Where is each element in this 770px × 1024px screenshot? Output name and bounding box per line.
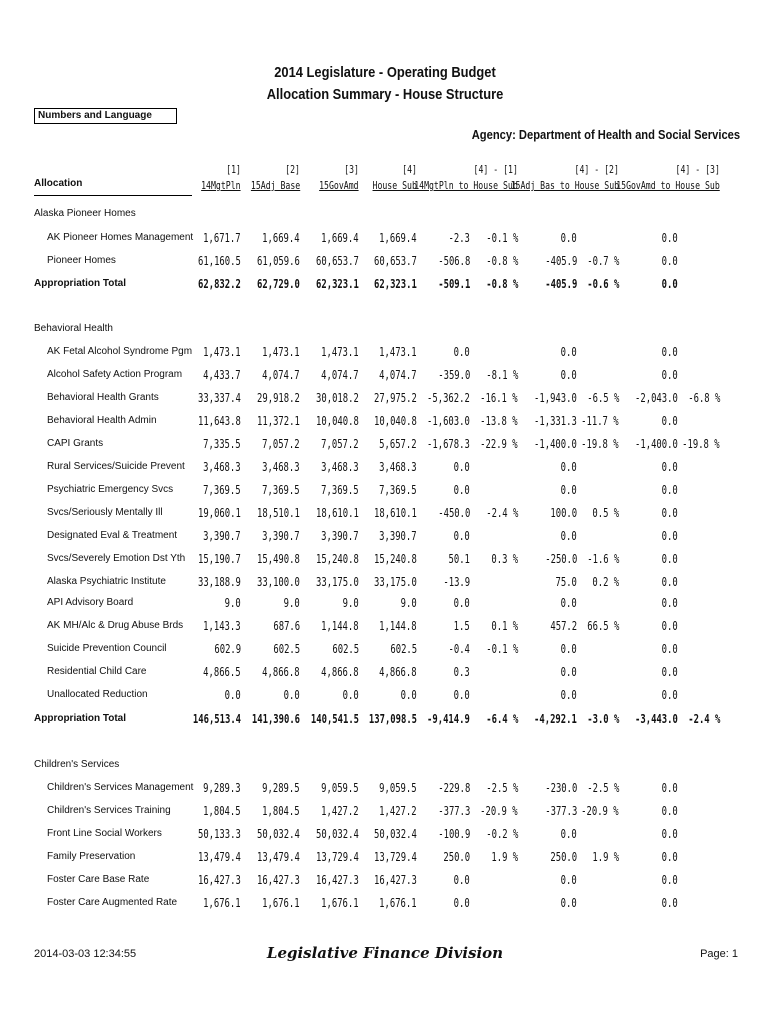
govamd-value: 9.0 <box>342 596 359 610</box>
diff3-percent: -6.8 % <box>687 391 720 405</box>
diff3-amount: 0.0 <box>661 345 678 359</box>
table-row <box>0 803 770 819</box>
total-row <box>0 711 770 727</box>
diff1-amount: 0.0 <box>453 529 470 543</box>
diff3-percent: -19.8 % <box>682 437 720 451</box>
govamd-value: 0.0 <box>342 688 359 702</box>
diff1-amount: -229.8 <box>437 781 470 795</box>
mgtpln-value: 13,479.4 <box>198 850 241 864</box>
diff1-amount: -377.3 <box>437 804 470 818</box>
housesub-value: 13,729.4 <box>374 850 417 864</box>
allocation-label: Children's Services Management <box>47 782 194 793</box>
mgtpln-value: 16,427.3 <box>198 873 241 887</box>
diff3-amount: 0.0 <box>661 619 678 633</box>
table-row <box>0 872 770 888</box>
diff2-amount: -405.9 <box>544 254 577 268</box>
diff1-amount: -13.9 <box>443 575 470 589</box>
mgtpln-value: 9.0 <box>224 596 241 610</box>
allocation-label: AK MH/Alc & Drug Abuse Brds <box>47 620 184 631</box>
section-row <box>0 206 770 222</box>
diff1-percent: -8.1 % <box>485 368 518 382</box>
adjbase-value: 602.5 <box>273 642 300 656</box>
housesub-value: 9,059.5 <box>379 781 417 795</box>
table-row <box>0 574 770 590</box>
section-title: Children's Services <box>34 759 120 770</box>
housesub-value: 50,032.4 <box>374 827 417 841</box>
allocation-label: API Advisory Board <box>47 597 134 608</box>
adjbase-value: 29,918.2 <box>257 391 300 405</box>
govamd-value: 7,369.5 <box>321 483 359 497</box>
mgtpln-value: 33,188.9 <box>198 575 241 589</box>
allocation-label: Appropriation Total <box>34 713 127 724</box>
diff1-amount: -450.0 <box>437 506 470 520</box>
diff2-percent: 0.5 % <box>592 506 619 520</box>
govamd-value: 1,676.1 <box>321 896 359 910</box>
mgtpln-value: 33,337.4 <box>198 391 241 405</box>
housesub-value: 62,323.1 <box>374 277 417 291</box>
diff2-percent: -1.6 % <box>586 552 619 566</box>
filter-box: Numbers and Language <box>34 108 177 124</box>
diff3-amount: 0.0 <box>661 368 678 382</box>
diff3-amount: 0.0 <box>661 529 678 543</box>
diff2-amount: 100.0 <box>550 506 577 520</box>
diff2-amount: 0.0 <box>560 688 577 702</box>
mgtpln-value: 0.0 <box>224 688 241 702</box>
diff3-amount: 0.0 <box>661 896 678 910</box>
housesub-value: 10,040.8 <box>374 414 417 428</box>
col4-header: House Sub <box>372 180 417 192</box>
diff2-percent: 1.9 % <box>592 850 619 864</box>
diff2-amount: 0.0 <box>560 827 577 841</box>
govamd-value: 3,390.7 <box>321 529 359 543</box>
table-row <box>0 253 770 269</box>
allocation-label: Foster Care Base Rate <box>47 874 150 885</box>
mgtpln-value: 3,390.7 <box>203 529 241 543</box>
table-row <box>0 595 770 611</box>
table-row <box>0 826 770 842</box>
adjbase-value: 4,866.8 <box>262 665 300 679</box>
diff1-amount: 0.0 <box>453 460 470 474</box>
diff3-amount: 0.0 <box>661 231 678 245</box>
diff1-amount: 0.3 <box>453 665 470 679</box>
diff2-amount: 0.0 <box>560 873 577 887</box>
adjbase-value: 0.0 <box>283 688 300 702</box>
housesub-value: 1,669.4 <box>379 231 417 245</box>
diff1-number: [4] - [1] <box>473 164 518 176</box>
diff1-amount: 250.0 <box>443 850 470 864</box>
diff2-percent: 0.2 % <box>592 575 619 589</box>
adjbase-value: 33,100.0 <box>257 575 300 589</box>
adjbase-value: 3,390.7 <box>262 529 300 543</box>
allocation-label: Behavioral Health Grants <box>47 392 159 403</box>
diff1-amount: -509.1 <box>437 277 470 291</box>
diff1-percent: 0.1 % <box>491 619 518 633</box>
diff1-amount: -0.4 <box>448 642 470 656</box>
adjbase-value: 13,479.4 <box>257 850 300 864</box>
diff2-amount: 0.0 <box>560 345 577 359</box>
mgtpln-value: 11,643.8 <box>198 414 241 428</box>
adjbase-value: 1,804.5 <box>262 804 300 818</box>
table-row <box>0 618 770 634</box>
diff3-amount: 0.0 <box>661 804 678 818</box>
diff1-percent: -22.9 % <box>480 437 518 451</box>
mgtpln-value: 61,160.5 <box>198 254 241 268</box>
govamd-value: 15,240.8 <box>316 552 359 566</box>
allocation-header-rule <box>34 195 192 196</box>
diff1-percent: -0.1 % <box>485 642 518 656</box>
govamd-value: 33,175.0 <box>316 575 359 589</box>
col2-number: [2] <box>285 164 300 176</box>
table-row <box>0 687 770 703</box>
col3-number: [3] <box>344 164 359 176</box>
govamd-value: 18,610.1 <box>316 506 359 520</box>
diff1-percent: 1.9 % <box>491 850 518 864</box>
table-row <box>0 849 770 865</box>
housesub-value: 1,676.1 <box>379 896 417 910</box>
housesub-value: 15,240.8 <box>374 552 417 566</box>
diff2-number: [4] - [2] <box>574 164 619 176</box>
mgtpln-value: 62,832.2 <box>198 277 241 291</box>
diff1-amount: -2.3 <box>448 231 470 245</box>
mgtpln-value: 4,866.5 <box>203 665 241 679</box>
adjbase-value: 16,427.3 <box>257 873 300 887</box>
col2-header: 15Adj Base <box>250 180 300 192</box>
allocation-label: Residential Child Care <box>47 666 147 677</box>
govamd-value: 1,427.2 <box>321 804 359 818</box>
govamd-value: 13,729.4 <box>316 850 359 864</box>
diff2-amount: -250.0 <box>544 552 577 566</box>
mgtpln-value: 602.9 <box>214 642 241 656</box>
mgtpln-value: 3,468.3 <box>203 460 241 474</box>
diff2-amount: 457.2 <box>550 619 577 633</box>
total-row <box>0 276 770 292</box>
diff1-percent: -0.8 % <box>485 277 518 291</box>
diff2-amount: 0.0 <box>560 665 577 679</box>
allocation-label: Svcs/Seriously Mentally Ill <box>47 507 163 518</box>
diff1-amount: -359.0 <box>437 368 470 382</box>
adjbase-value: 18,510.1 <box>257 506 300 520</box>
diff2-amount: 0.0 <box>560 642 577 656</box>
diff3-amount: -2,043.0 <box>635 391 678 405</box>
housesub-value: 4,866.8 <box>379 665 417 679</box>
diff1-percent: -2.4 % <box>485 506 518 520</box>
diff2-amount: -405.9 <box>544 277 577 291</box>
housesub-value: 0.0 <box>400 688 417 702</box>
adjbase-value: 1,473.1 <box>262 345 300 359</box>
diff2-amount: -377.3 <box>544 804 577 818</box>
allocation-label: Pioneer Homes <box>47 255 116 266</box>
diff3-amount: 0.0 <box>661 781 678 795</box>
diff1-amount: 0.0 <box>453 896 470 910</box>
diff2-percent: -20.9 % <box>581 804 619 818</box>
diff3-amount: 0.0 <box>661 688 678 702</box>
mgtpln-value: 15,190.7 <box>198 552 241 566</box>
diff1-amount: 1.5 <box>453 619 470 633</box>
diff2-amount: 0.0 <box>560 368 577 382</box>
govamd-value: 1,473.1 <box>321 345 359 359</box>
col4-number: [4] <box>402 164 417 176</box>
housesub-value: 16,427.3 <box>374 873 417 887</box>
allocation-label: Svcs/Severely Emotion Dst Yth <box>47 553 186 564</box>
adjbase-value: 7,369.5 <box>262 483 300 497</box>
diff1-amount: 50.1 <box>448 552 470 566</box>
diff3-amount: 0.0 <box>661 552 678 566</box>
col1-header: 14MgtPln <box>201 180 241 192</box>
diff3-amount: 0.0 <box>661 642 678 656</box>
table-row <box>0 390 770 406</box>
table-row <box>0 505 770 521</box>
diff1-amount: -5,362.2 <box>427 391 470 405</box>
diff2-percent: -19.8 % <box>581 437 619 451</box>
housesub-value: 137,098.5 <box>368 712 417 726</box>
diff3-amount: 0.0 <box>661 575 678 589</box>
diff2-amount: -1,400.0 <box>534 437 577 451</box>
housesub-value: 602.5 <box>390 642 417 656</box>
diff2-amount: -230.0 <box>544 781 577 795</box>
diff2-percent: -0.7 % <box>586 254 619 268</box>
mgtpln-value: 1,671.7 <box>203 231 241 245</box>
allocation-label: AK Pioneer Homes Management <box>47 232 194 243</box>
adjbase-value: 687.6 <box>273 619 300 633</box>
diff2-amount: -1,943.0 <box>534 391 577 405</box>
allocation-label: Psychiatric Emergency Svcs <box>47 484 174 495</box>
diff2-amount: 0.0 <box>560 896 577 910</box>
diff1-percent: -16.1 % <box>480 391 518 405</box>
adjbase-value: 62,729.0 <box>257 277 300 291</box>
govamd-value: 140,541.5 <box>310 712 359 726</box>
diff2-amount: 0.0 <box>560 596 577 610</box>
mgtpln-value: 7,369.5 <box>203 483 241 497</box>
mgtpln-value: 1,143.3 <box>203 619 241 633</box>
govamd-value: 4,074.7 <box>321 368 359 382</box>
diff2-amount: 250.0 <box>550 850 577 864</box>
mgtpln-value: 9,289.3 <box>203 781 241 795</box>
report-subtitle: Allocation Summary - House Structure <box>266 86 504 103</box>
footer-timestamp: 2014-03-03 12:34:55 <box>34 948 137 960</box>
housesub-value: 60,653.7 <box>374 254 417 268</box>
diff2-amount: 0.0 <box>560 460 577 474</box>
mgtpln-value: 19,060.1 <box>198 506 241 520</box>
govamd-value: 3,468.3 <box>321 460 359 474</box>
govamd-value: 62,323.1 <box>316 277 359 291</box>
diff3-percent: -2.4 % <box>687 712 720 726</box>
allocation-label: Behavioral Health Admin <box>47 415 157 426</box>
housesub-value: 9.0 <box>400 596 417 610</box>
diff1-percent: -6.4 % <box>485 712 518 726</box>
mgtpln-value: 1,804.5 <box>203 804 241 818</box>
diff1-percent: 0.3 % <box>491 552 518 566</box>
diff1-percent: -0.8 % <box>485 254 518 268</box>
adjbase-value: 141,390.6 <box>251 712 300 726</box>
mgtpln-value: 1,676.1 <box>203 896 241 910</box>
allocation-label: AK Fetal Alcohol Syndrome Pgm <box>47 346 193 357</box>
allocation-label: CAPI Grants <box>47 438 104 449</box>
diff1-amount: -1,603.0 <box>427 414 470 428</box>
diff1-amount: -9,414.9 <box>427 712 470 726</box>
diff1-amount: -506.8 <box>437 254 470 268</box>
col3-header: 15GovAmd <box>319 180 359 192</box>
diff1-percent: -13.8 % <box>480 414 518 428</box>
housesub-value: 18,610.1 <box>374 506 417 520</box>
diff2-percent: -3.0 % <box>586 712 619 726</box>
mgtpln-value: 7,335.5 <box>203 437 241 451</box>
adjbase-value: 50,032.4 <box>257 827 300 841</box>
diff2-amount: 0.0 <box>560 483 577 497</box>
diff2-percent: -2.5 % <box>586 781 619 795</box>
diff2-percent: -0.6 % <box>586 277 619 291</box>
diff3-amount: 0.0 <box>661 665 678 679</box>
diff1-amount: 0.0 <box>453 873 470 887</box>
table-row <box>0 459 770 475</box>
table-row <box>0 436 770 452</box>
diff2-amount: -4,292.1 <box>534 712 577 726</box>
diff3-amount: 0.0 <box>661 850 678 864</box>
mgtpln-value: 50,133.3 <box>198 827 241 841</box>
govamd-value: 602.5 <box>332 642 359 656</box>
section-title: Behavioral Health <box>34 323 113 334</box>
diff1-amount: -1,678.3 <box>427 437 470 451</box>
housesub-value: 33,175.0 <box>374 575 417 589</box>
footer-page-number: Page: 1 <box>700 948 738 960</box>
diff3-amount: 0.0 <box>661 460 678 474</box>
allocation-label: Alaska Psychiatric Institute <box>47 576 166 587</box>
section-row <box>0 321 770 337</box>
housesub-value: 1,427.2 <box>379 804 417 818</box>
adjbase-value: 61,059.6 <box>257 254 300 268</box>
table-row <box>0 664 770 680</box>
table-row <box>0 641 770 657</box>
diff3-amount: -3,443.0 <box>635 712 678 726</box>
adjbase-value: 1,676.1 <box>262 896 300 910</box>
diff1-percent: -0.2 % <box>485 827 518 841</box>
diff3-header: 15GovAmd to House Sub <box>616 180 720 192</box>
diff1-percent: -2.5 % <box>485 781 518 795</box>
allocation-header: Allocation <box>34 178 83 189</box>
diff2-header: 15Adj Bas to House Sub <box>510 180 619 192</box>
allocation-label: Children's Services Training <box>47 805 171 816</box>
col1-number: [1] <box>226 164 241 176</box>
allocation-label: Unallocated Reduction <box>47 689 148 700</box>
allocation-label: Appropriation Total <box>34 278 127 289</box>
housesub-value: 27,975.2 <box>374 391 417 405</box>
housesub-value: 1,144.8 <box>379 619 417 633</box>
diff3-amount: 0.0 <box>661 277 678 291</box>
adjbase-value: 7,057.2 <box>262 437 300 451</box>
table-row <box>0 344 770 360</box>
adjbase-value: 1,669.4 <box>262 231 300 245</box>
adjbase-value: 15,490.8 <box>257 552 300 566</box>
diff3-amount: 0.0 <box>661 596 678 610</box>
adjbase-value: 4,074.7 <box>262 368 300 382</box>
diff1-percent: -20.9 % <box>480 804 518 818</box>
diff3-number: [4] - [3] <box>675 164 720 176</box>
govamd-value: 50,032.4 <box>316 827 359 841</box>
diff2-percent: -6.5 % <box>586 391 619 405</box>
housesub-value: 5,657.2 <box>379 437 417 451</box>
allocation-label: Foster Care Augmented Rate <box>47 897 178 908</box>
diff1-amount: 0.0 <box>453 688 470 702</box>
table-row <box>0 413 770 429</box>
table-row <box>0 895 770 911</box>
diff1-amount: 0.0 <box>453 596 470 610</box>
housesub-value: 4,074.7 <box>379 368 417 382</box>
allocation-label: Family Preservation <box>47 851 136 862</box>
adjbase-value: 3,468.3 <box>262 460 300 474</box>
adjbase-value: 11,372.1 <box>257 414 300 428</box>
govamd-value: 10,040.8 <box>316 414 359 428</box>
govamd-value: 7,057.2 <box>321 437 359 451</box>
section-row <box>0 757 770 773</box>
allocation-label: Alcohol Safety Action Program <box>47 369 183 380</box>
govamd-value: 1,669.4 <box>321 231 359 245</box>
diff1-amount: 0.0 <box>453 483 470 497</box>
housesub-value: 3,390.7 <box>379 529 417 543</box>
diff1-amount: -100.9 <box>437 827 470 841</box>
agency-label: Agency: Department of Health and Social Services <box>471 127 740 142</box>
allocation-label: Front Line Social Workers <box>47 828 162 839</box>
section-title: Alaska Pioneer Homes <box>34 208 136 219</box>
diff2-percent: -11.7 % <box>581 414 619 428</box>
housesub-value: 7,369.5 <box>379 483 417 497</box>
table-row <box>0 780 770 796</box>
table-row <box>0 482 770 498</box>
diff1-percent: -0.1 % <box>485 231 518 245</box>
diff1-amount: 0.0 <box>453 345 470 359</box>
table-row <box>0 230 770 246</box>
govamd-value: 16,427.3 <box>316 873 359 887</box>
diff3-amount: 0.0 <box>661 414 678 428</box>
mgtpln-value: 1,473.1 <box>203 345 241 359</box>
diff3-amount: -1,400.0 <box>635 437 678 451</box>
adjbase-value: 9,289.5 <box>262 781 300 795</box>
diff1-header: 14MgtPln to House Sub <box>414 180 518 192</box>
diff2-amount: 75.0 <box>555 575 577 589</box>
footer-division: Legislative Finance Division <box>266 944 504 962</box>
table-row <box>0 528 770 544</box>
report-title: 2014 Legislature - Operating Budget <box>274 64 496 81</box>
diff2-amount: -1,331.3 <box>534 414 577 428</box>
adjbase-value: 9.0 <box>283 596 300 610</box>
allocation-label: Designated Eval & Treatment <box>47 530 178 541</box>
mgtpln-value: 4,433.7 <box>203 368 241 382</box>
diff3-amount: 0.0 <box>661 827 678 841</box>
govamd-value: 4,866.8 <box>321 665 359 679</box>
diff2-percent: 66.5 % <box>586 619 619 633</box>
govamd-value: 9,059.5 <box>321 781 359 795</box>
table-row <box>0 367 770 383</box>
allocation-label: Suicide Prevention Council <box>47 643 167 654</box>
housesub-value: 3,468.3 <box>379 460 417 474</box>
govamd-value: 30,018.2 <box>316 391 359 405</box>
diff2-amount: 0.0 <box>560 231 577 245</box>
diff3-amount: 0.0 <box>661 483 678 497</box>
govamd-value: 60,653.7 <box>316 254 359 268</box>
diff3-amount: 0.0 <box>661 873 678 887</box>
allocation-label: Rural Services/Suicide Prevent <box>47 461 185 472</box>
diff3-amount: 0.0 <box>661 506 678 520</box>
diff3-amount: 0.0 <box>661 254 678 268</box>
diff2-amount: 0.0 <box>560 529 577 543</box>
govamd-value: 1,144.8 <box>321 619 359 633</box>
housesub-value: 1,473.1 <box>379 345 417 359</box>
table-row <box>0 551 770 567</box>
mgtpln-value: 146,513.4 <box>192 712 241 726</box>
